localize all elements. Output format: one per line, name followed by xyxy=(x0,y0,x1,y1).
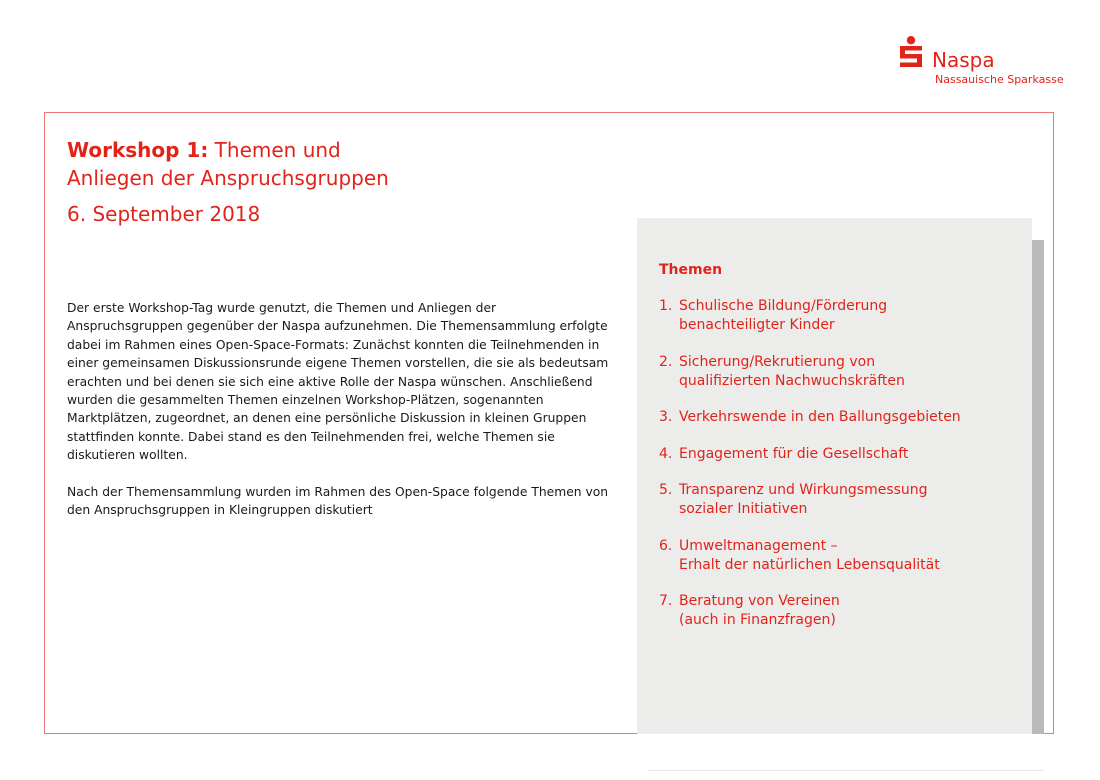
list-item xyxy=(659,445,1019,464)
list-item xyxy=(659,481,1019,519)
list-item xyxy=(659,537,1019,575)
topic-line: Beratung von Vereinen xyxy=(679,593,840,609)
themen-box xyxy=(637,218,1032,734)
topic-line: qualifizierten Nachwuchskräften xyxy=(679,372,905,389)
logo-subtitle: Nassauische Sparkasse xyxy=(935,73,1064,86)
topic-line: Engagement für die Gesellschaft xyxy=(679,445,909,462)
topic-number: 7. xyxy=(659,593,673,609)
title-line2: Anliegen der Anspruchsgruppen xyxy=(67,166,389,190)
sparkasse-s-icon xyxy=(898,36,924,70)
page-title xyxy=(67,136,587,192)
naspa-logo xyxy=(898,36,1068,96)
logo-name: Naspa xyxy=(932,48,995,72)
list-item xyxy=(659,353,1019,391)
topic-number: 3. xyxy=(659,409,673,425)
body-paragraph-1: Der erste Workshop-Tag wurde genutzt, die Themen und Anliegen der Anspruchsgruppen gegenüber der Naspa aufzunehmen. Die Themensammlung erfolgte dabei im Rahmen eines Open-Space-Formats: Zunächst konnten die Teilnehmenden in einer gemeinsamen Diskussionsrunde eigene Themen vorstellen, die sie als bedeutsam erachten und bei denen sie sich eine aktive Rolle der Naspa wünschen. Anschließend wurden die gesammelten Themen einzelnen Workshop-Plätzen, sogenannten Marktplätzen, zugeordnet, an denen eine persönliche Diskussion in kleinen Gruppen stattfinden konnte. Dabei stand es den Teilnehmenden frei, welche Themen sie diskutieren wollten. xyxy=(67,301,609,463)
topic-number: 5. xyxy=(659,482,673,498)
topic-line: benachteiligter Kinder xyxy=(679,317,835,333)
themen-list xyxy=(659,297,1019,648)
topic-number: 2. xyxy=(659,353,673,370)
topic-line: Sicherung/Rekrutierung von xyxy=(679,353,876,370)
themen-heading: Themen xyxy=(659,262,723,278)
topic-line: Umweltmanagement – xyxy=(679,537,838,554)
topic-line: Schulische Bildung/Förderung xyxy=(679,298,888,314)
title-lead: Workshop 1: xyxy=(67,138,209,162)
topic-number: 4. xyxy=(659,445,673,462)
title-line1-rest: Themen und xyxy=(208,138,341,162)
list-item xyxy=(659,297,1019,335)
body-paragraph-2: Nach der Themensammlung wurden im Rahmen des Open-Space folgende Themen von den Anspruchsgruppen in Kleingruppen diskutiert xyxy=(67,484,609,518)
topic-line: sozialer Initiativen xyxy=(679,501,808,517)
topic-number: 6. xyxy=(659,537,673,554)
topic-line: Transparenz und Wirkungsmessung xyxy=(679,482,928,498)
topic-number: 1. xyxy=(659,298,673,314)
topic-line: (auch in Finanzfragen) xyxy=(679,612,836,628)
list-item xyxy=(659,408,1019,427)
topic-line: Verkehrswende in den Ballungsgebieten xyxy=(679,409,961,425)
body-text xyxy=(67,299,612,537)
topic-line: Erhalt der natürlichen Lebensqualität xyxy=(679,556,940,573)
list-item xyxy=(659,592,1019,630)
divider xyxy=(648,770,1044,771)
workshop-date: 6. September 2018 xyxy=(67,202,261,226)
